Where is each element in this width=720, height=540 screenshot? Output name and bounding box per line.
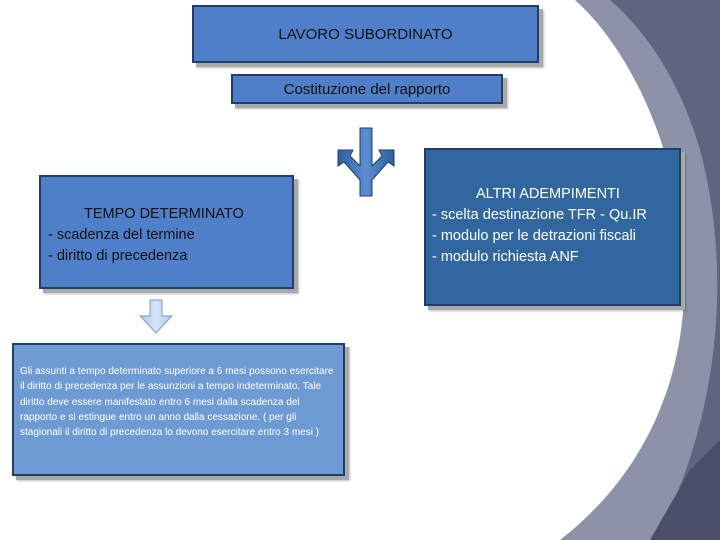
- other-obligations-line: - scelta destinazione TFR - Qu.IR: [432, 207, 647, 223]
- precedence-note-text: Gli assunti a tempo determinato superiore a 6 mesi possono esercitare il diritto di precedenza per le assunzioni a tempo indeterminato. Tale diritto deve essere manifestato entro 6 mesi dalla scadenza del rapporto e si estingue entro un anno dalla cessazione. ( per gli stagionali il diritto di precedenza lo devono esercitare entro 3 mesi ): [20, 366, 334, 439]
- subtitle-box: [231, 74, 503, 104]
- other-obligations-line: - modulo richiesta ANF: [432, 249, 579, 265]
- fixed-term-box: [39, 175, 294, 289]
- fixed-term-line: - scadenza del termine: [48, 227, 195, 243]
- fixed-term-line: - diritto di precedenza: [48, 248, 188, 264]
- subtitle: Costituzione del rapporto: [283, 80, 451, 98]
- other-obligations-box: [424, 148, 681, 306]
- main-title: LAVORO SUBORDINATO: [278, 25, 453, 43]
- main-title-box: [192, 5, 539, 63]
- other-obligations-line: - modulo per le detrazioni fiscali: [432, 228, 636, 244]
- fixed-term-heading: TEMPO DETERMINATO: [84, 206, 244, 222]
- precedence-note-box: [12, 343, 345, 476]
- other-obligations-heading: ALTRI ADEMPIMENTI: [476, 186, 620, 202]
